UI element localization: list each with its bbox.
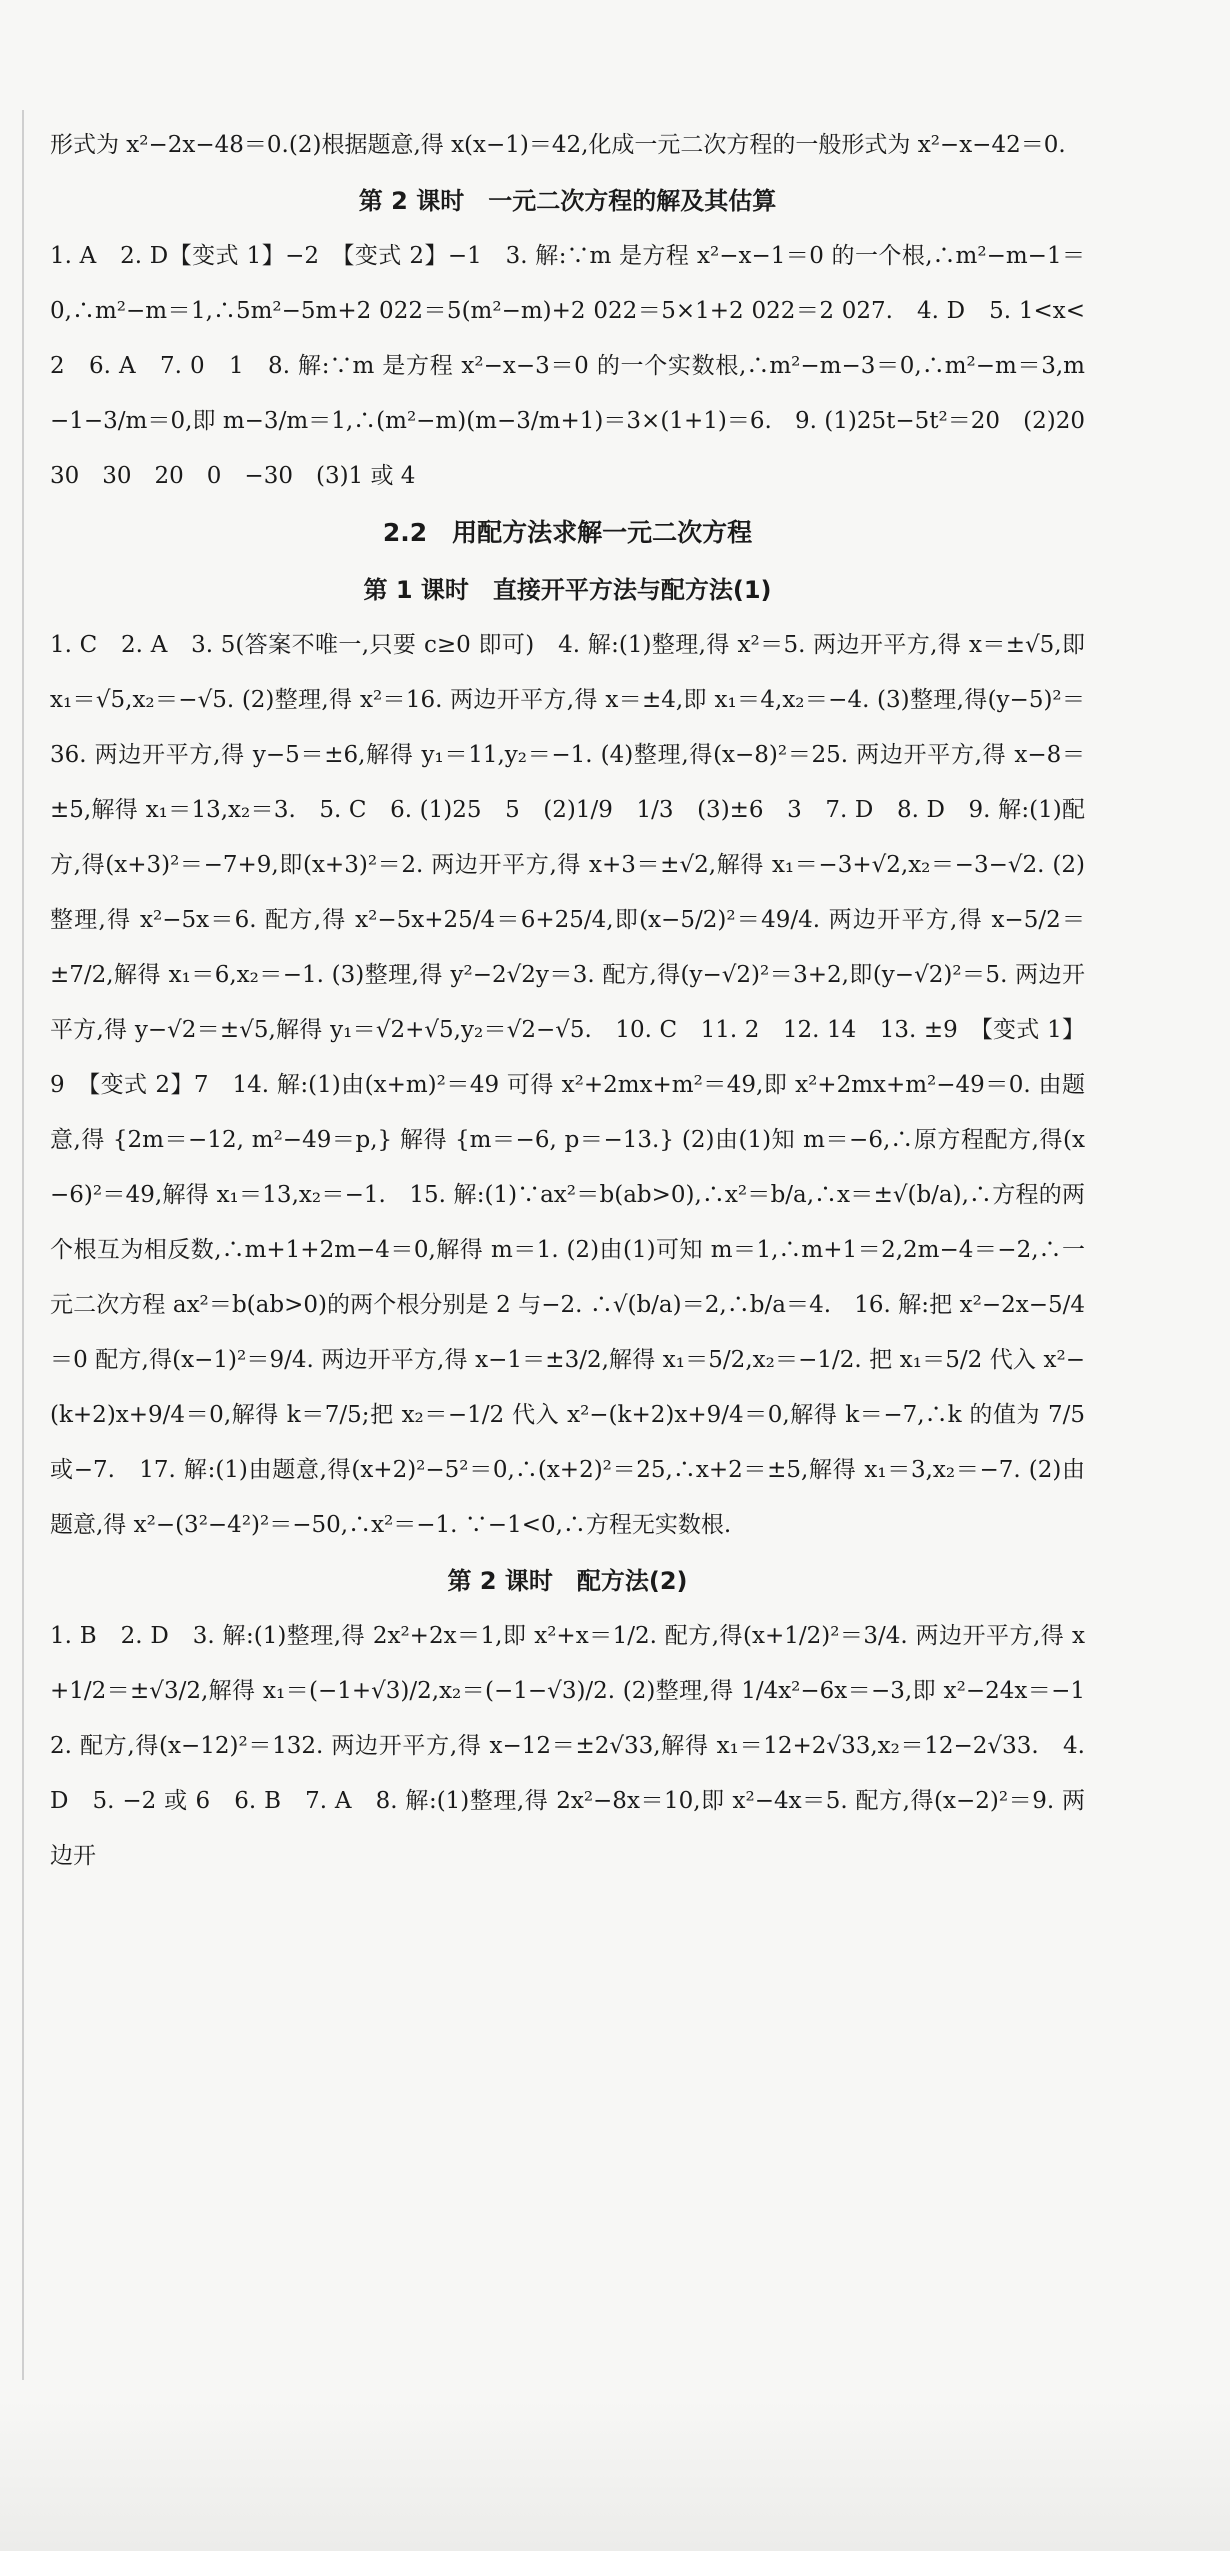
para-quadratic-general-form: 形式为 x²−2x−48＝0.(2)根据题意,得 x(x−1)＝42,化成一元二次方程的一般形式为 x²−x−42＝0. [50, 132, 1066, 158]
page-bottom-margin [0, 2400, 1230, 2551]
section-title-2-2: 2.2 用配方法求解一元二次方程 [382, 518, 753, 547]
heading-lesson-1-completing-square: 第 1 课时 直接开平方法与配方法(1) [363, 576, 772, 604]
para-lesson-2-answers: 1. A 2. D【变式 1】−2 【变式 2】−1 3. 解:∵m 是方程 x²−x−1＝0 的一个根,∴m²−m−1＝0,∴m²−m＝1,∴5m²−5m+2 022＝5(m²−m)+2 022＝5×1+2 022＝2 027. 4. D 5. 1<x<2 6. A 7. 0 1 8. 解:∵m 是方程 x²−x−3＝0 的一个实数根,∴m²−m−3＝0,∴m²−m＝3,m−1−3/m＝0,即 m−3/m＝1,∴(m²−m)(m−3/m+1)＝3×(1+1)＝6. 9. (1)25t−5t²＝20 (2)20 30 30 20 0 −30 (3)1 或 4 [50, 243, 1108, 489]
para-lesson-2-cs-answers: 1. B 2. D 3. 解:(1)整理,得 2x²+2x＝1,即 x²+x＝1/2. 配方,得(x+1/2)²＝3/4. 两边开平方,得 x+1/2＝±√3/2,解得 x₁＝(−1+√3)/2,x₂＝(−1−√3)/2. (2)整理,得 1/4x²−6x＝−3,即 x²−24x＝−12. 配方,得(x−12)²＝132. 两边开平方,得 x−12＝±2√33,解得 x₁＝12+2√33,x₂＝12−2√33. 4. D 5. −2 或 6 6. B 7. A 8. 解:(1)整理,得 2x²−8x＝10,即 x²−4x＝5. 配方,得(x−2)²＝9. 两边开 [50, 1623, 1085, 1869]
heading-lesson-2-solutions: 第 2 课时 一元二次方程的解及其估算 [358, 187, 777, 215]
answer-content [50, 118, 1108, 1884]
margin-rule [22, 110, 24, 2380]
heading-lesson-2-completing-square: 第 2 课时 配方法(2) [447, 1567, 688, 1595]
para-lesson-1-answers: 1. C 2. A 3. 5(答案不唯一,只要 c≥0 即可) 4. 解:(1)整理,得 x²＝5. 两边开平方,得 x＝±√5,即 x₁＝√5,x₂＝−√5. (2)整理,得 x²＝16. 两边开平方,得 x＝±4,即 x₁＝4,x₂＝−4. (3)整理,得(y−5)²＝36. 两边开平方,得 y−5＝±6,解得 y₁＝11,y₂＝−1. (4)整理,得(x−8)²＝25. 两边开平方,得 x−8＝±5,解得 x₁＝13,x₂＝3. 5. C 6. (1)25 5 (2)1/9 1/3 (3)±6 3 7. D 8. D 9. 解:(1)配方,得(x+3)²＝−7+9,即(x+3)²＝2. 两边开平方,得 x+3＝±√2,解得 x₁＝−3+√2,x₂＝−3−√2. (2)整理,得 x²−5x＝6. 配方,得 x²−5x+25/4＝6+25/4,即(x−5/2)²＝49/4. 两边开平方,得 x−5/2＝±7/2,解得 x₁＝6,x₂＝−1. (3)整理,得 y²−2√2y＝3. 配方,得(y−√2)²＝3+2,即(y−√2)²＝5. 两边开平方,得 y−√2＝±√5,解得 y₁＝√2+√5,y₂＝√2−√5. 10. C 11. 2 12. 14 13. ±9 【变式 1】9 【变式 2】7 14. 解:(1)由(x+m)²＝49 可得 x²+2mx+m²＝49,即 x²+2mx+m²−49＝0. 由题意,得 {2m＝−12, m²−49＝p,} 解得 {m＝−6, p＝−13.} (2)由(1)知 m＝−6,∴原方程配方,得(x−6)²＝49,解得 x₁＝13,x₂＝−1. 15. 解:(1)∵ax²＝b(ab>0),∴x²＝b/a,∴x＝±√(b/a),∴方程的两个根互为相反数,∴m+1+2m−4＝0,解得 m＝1. (2)由(1)可知 m＝1,∴m+1＝2,2m−4＝−2,∴一元二次方程 ax²＝b(ab>0)的两个根分别是 2 与−2. ∴√(b/a)＝2,∴b/a＝4. 16. 解:把 x²−2x−5/4＝0 配方,得(x−1)²＝9/4. 两边开平方,得 x−1＝±3/2,解得 x₁＝5/2,x₂＝−1/2. 把 x₁＝5/2 代入 x²−(k+2)x+9/4＝0,解得 k＝7/5;把 x₂＝−1/2 代入 x²−(k+2)x+9/4＝0,解得 k＝−7,∴k 的值为 7/5 或−7. 17. 解:(1)由题意,得(x+2)²−5²＝0,∴(x+2)²＝25,∴x+2＝±5,解得 x₁＝3,x₂＝−7. (2)由题意,得 x²−(3²−4²)²＝−50,∴x²＝−1. ∵−1<0,∴方程无实数根. [50, 632, 1085, 1538]
